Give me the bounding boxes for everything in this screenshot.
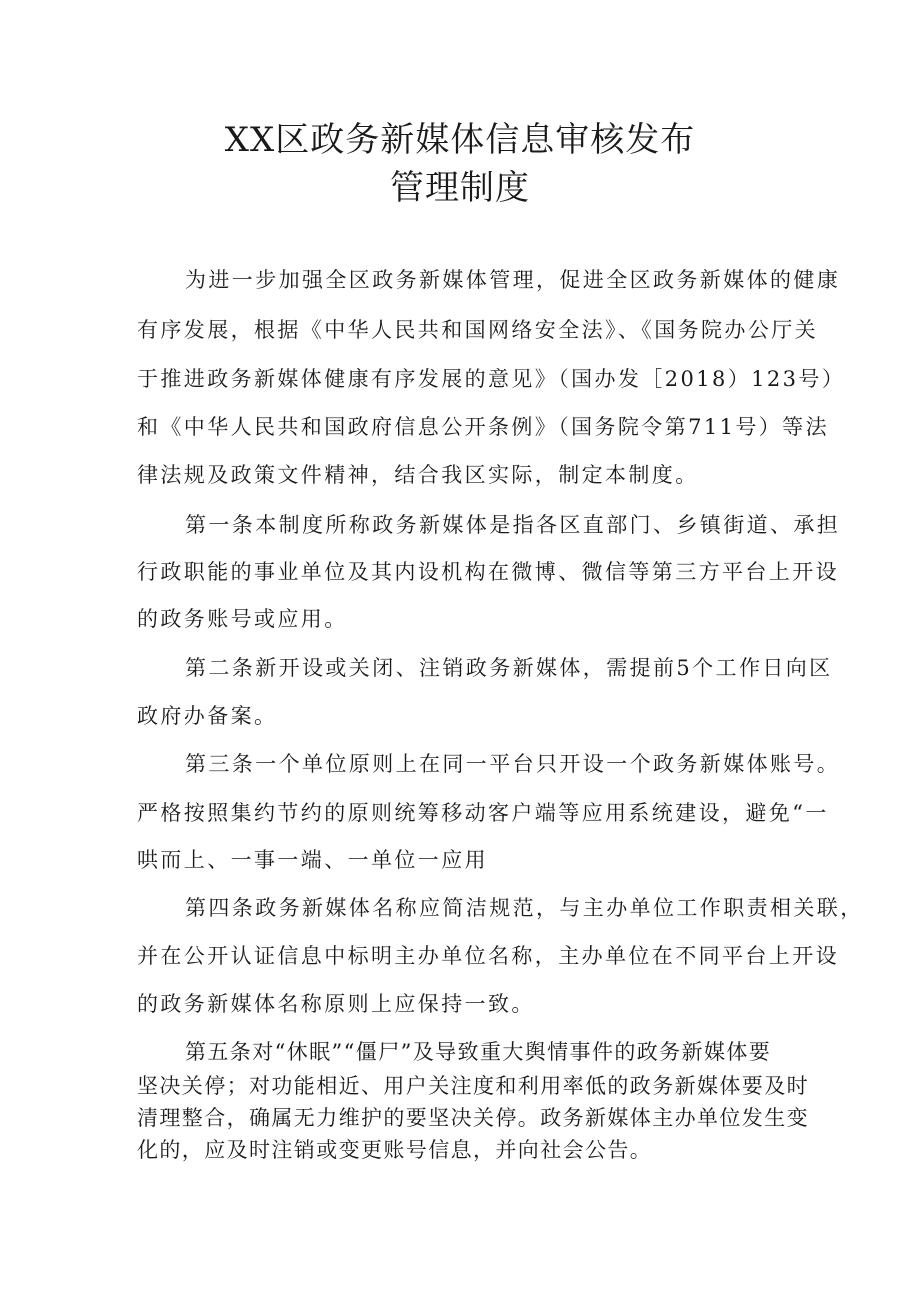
paragraph-line: 于推进政务新媒体健康有序发展的意见》（国办发［2018）123号） [137, 367, 846, 391]
document-title-line-1: XX区政务新媒体信息审核发布 [224, 120, 696, 160]
paragraph-line: 第二条新开设或关闭、注销政务新媒体，需提前5个工作日向区 [185, 656, 833, 680]
paragraph-line: 第四条政务新媒体名称应简洁规范，与主办单位工作职责相关联， [185, 896, 864, 920]
paragraph-line: 第一条本制度所称政务新媒体是指各区直部门、乡镇街道、承担 [185, 513, 841, 537]
paragraph-line: 并在公开认证信息中标明主办单位名称，主办单位在不同平台上开设 [137, 944, 839, 968]
paragraph-line: 哄而上、一事一端、一单位一应用 [137, 848, 488, 872]
paragraph-line: 律法规及政策文件精神，结合我区实际，制定本制度。 [137, 463, 699, 487]
paragraph-line: 行政职能的事业单位及其内设机构在微博、微信等第三方平台上开设 [137, 560, 839, 584]
paragraph-line: 有序发展，根据《中华人民共和国网络安全法》、《国务院办公厅关 [137, 318, 818, 342]
paragraph-line: 的政务新媒体名称原则上应保持一致。 [137, 992, 535, 1016]
document-title-line-2: 管理制度 [390, 168, 530, 208]
paragraph-line: 清理整合，确属无力维护的要坚决关停。政务新媒体主办单位发生变 [137, 1106, 809, 1130]
paragraph-line: 政府办备案。 [137, 704, 278, 728]
paragraph-line: 和《中华人民共和国政府信息公开条例》（国务院令第711号）等法 [137, 415, 829, 439]
paragraph-line: 化的，应及时注销或变更账号信息，并向社会公告。 [137, 1138, 653, 1162]
paragraph-line: 为进一步加强全区政务新媒体管理，促进全区政务新媒体的健康 [185, 268, 841, 292]
paragraph-line: 的政务账号或应用。 [137, 607, 348, 631]
paragraph-line: 第五条对“休眠”“僵尸”及导致重大舆情事件的政务新媒体要 [185, 1040, 772, 1064]
paragraph-line: 坚决关停；对功能相近、用户关注度和利用率低的政务新媒体要及时 [137, 1074, 809, 1098]
paragraph-line: 第三条一个单位原则上在同一平台只开设一个政务新媒体账号。 [185, 752, 841, 776]
paragraph-line: 严格按照集约节约的原则统筹移动客户端等应用系统建设，避免“一 [137, 801, 829, 825]
